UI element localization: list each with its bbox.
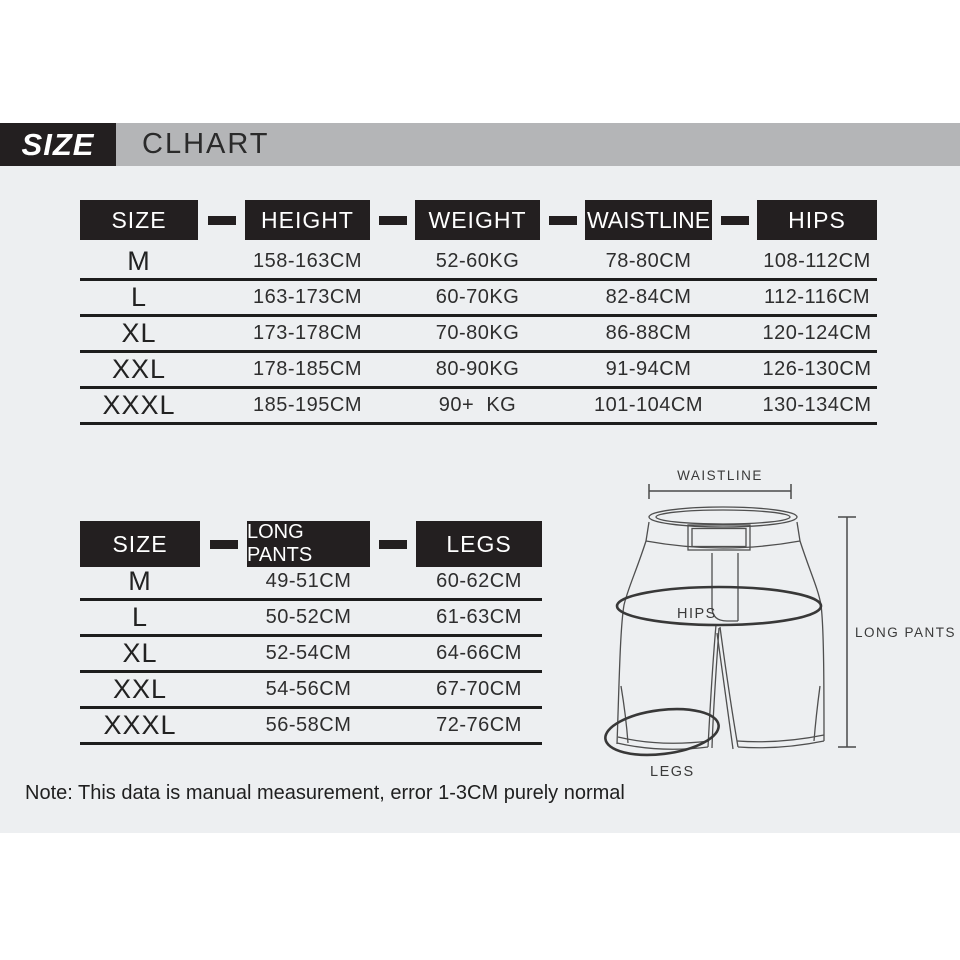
- table-row: [80, 245, 877, 281]
- legs-cell: 67-70CM: [436, 678, 522, 700]
- size-cell: M: [127, 246, 151, 276]
- waistline-cell: 82-84CM: [605, 286, 692, 308]
- height-cell: 163-173CM: [252, 286, 362, 308]
- legs-cell: 72-76CM: [436, 714, 522, 736]
- legs-label: LEGS: [650, 764, 695, 780]
- size-cell: XL: [122, 638, 158, 668]
- connector-dash: [210, 540, 238, 549]
- long-pants-label: LONG PANTS: [855, 625, 957, 640]
- column-header-hips: HIPS: [757, 200, 877, 240]
- table-row: [80, 673, 542, 709]
- height-cell: 173-178CM: [252, 322, 362, 344]
- shorts-measurement-diagram: [600, 460, 960, 790]
- height-cell: 185-195CM: [252, 394, 362, 416]
- table-row: [80, 601, 542, 637]
- column-header-size: SIZE: [80, 521, 200, 567]
- table-row: [80, 709, 542, 745]
- hips-cell: 130-134CM: [762, 394, 872, 416]
- height-cell: 178-185CM: [252, 358, 362, 380]
- hips-cell: 126-130CM: [762, 358, 872, 380]
- long-pants-cell: 56-58CM: [265, 714, 352, 736]
- pants-size-table: [80, 521, 542, 745]
- legs-cell: 64-66CM: [436, 642, 522, 664]
- hips-cell: 112-116CM: [763, 286, 871, 308]
- column-header-weight: WEIGHT: [415, 200, 540, 240]
- pants-size-table-header: [80, 521, 542, 566]
- size-cell: L: [131, 602, 149, 632]
- weight-cell: 52-60KG: [435, 250, 520, 272]
- table-row: [80, 317, 877, 353]
- waistline-cell: 78-80CM: [605, 250, 692, 272]
- long-pants-cell: 54-56CM: [265, 678, 352, 700]
- size-cell: XXL: [111, 354, 167, 384]
- size-cell: XXXL: [103, 710, 177, 740]
- legs-cell: 60-62CM: [436, 570, 522, 592]
- table-row: [80, 281, 877, 317]
- legs-cell: 61-63CM: [436, 606, 522, 628]
- waistline-cell: 101-104CM: [593, 394, 703, 416]
- table-row: [80, 637, 542, 673]
- long-pants-cell: 52-54CM: [265, 642, 352, 664]
- column-header-size: SIZE: [80, 200, 198, 240]
- weight-cell: 70-80KG: [435, 322, 520, 344]
- size-cell: M: [128, 566, 152, 596]
- long-pants-cell: 50-52CM: [265, 606, 352, 628]
- body-size-table-header: [80, 200, 877, 240]
- size-cell: XL: [121, 318, 157, 348]
- long-pants-cell: 49-51CM: [265, 570, 352, 592]
- connector-dash: [208, 216, 236, 225]
- body-size-table: [80, 200, 877, 425]
- size-cell: L: [130, 282, 148, 312]
- header-bar: [0, 123, 960, 166]
- column-header-waistline: WAISTLINE: [585, 200, 712, 240]
- hips-cell: 108-112CM: [763, 250, 871, 272]
- legs-measure-ellipse: [603, 703, 722, 761]
- waistline-cell: 91-94CM: [605, 358, 692, 380]
- column-header-long-pants: LONG PANTS: [247, 521, 370, 567]
- table-row: [80, 565, 542, 601]
- hips-cell: 120-124CM: [762, 322, 872, 344]
- column-header-legs: LEGS: [416, 521, 542, 567]
- connector-dash: [549, 216, 577, 225]
- connector-dash: [721, 216, 749, 225]
- size-cell: XXL: [112, 674, 168, 704]
- size-logo-box: [0, 123, 116, 166]
- weight-cell: 90+ KG: [438, 394, 517, 416]
- table-row: [80, 353, 877, 389]
- table-row: [80, 389, 877, 425]
- waistline-cell: 86-88CM: [605, 322, 692, 344]
- size-cell: XXXL: [102, 390, 176, 420]
- size-logo-text: SIZE: [21, 126, 95, 162]
- hips-label: HIPS: [677, 606, 717, 622]
- weight-cell: 60-70KG: [435, 286, 520, 308]
- height-cell: 158-163CM: [252, 250, 362, 272]
- connector-dash: [379, 216, 407, 225]
- note-text: Note: This data is manual measurement, error 1-3CM purely normal: [25, 782, 625, 804]
- weight-cell: 80-90KG: [435, 358, 520, 380]
- column-header-height: HEIGHT: [245, 200, 370, 240]
- page-title: CLHART: [142, 128, 270, 160]
- connector-dash: [379, 540, 407, 549]
- shorts-diagram-svg: [600, 460, 960, 790]
- waistline-label: WAISTLINE: [677, 468, 763, 483]
